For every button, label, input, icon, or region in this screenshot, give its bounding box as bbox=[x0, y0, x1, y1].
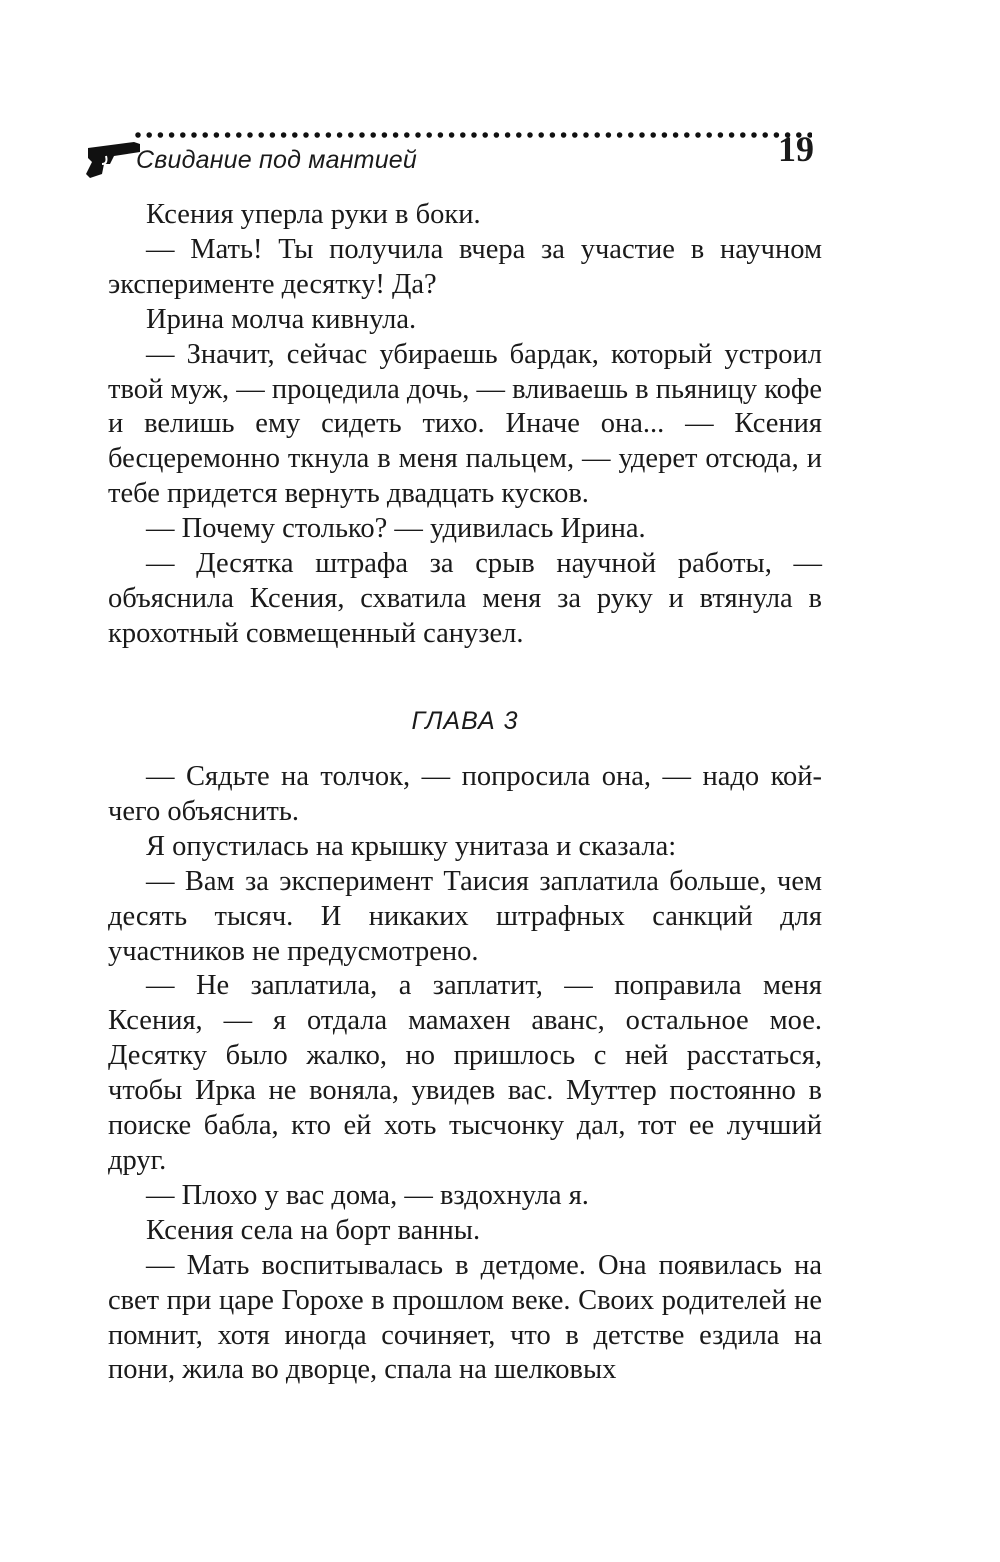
paragraph: — Мать! Ты получила вчера за участие в научном эксперименте десятку! Да? bbox=[108, 233, 822, 300]
paragraph: — Вам за эксперимент Таисия заплатила больше, чем десять тысяч. И никаких штрафных санкций для участников не предусмотрено. bbox=[108, 865, 822, 967]
paragraph: — Почему столько? — удивилась Ирина. bbox=[146, 513, 646, 545]
running-header bbox=[84, 128, 824, 188]
paragraph: — Не заплатила, а заплатит, — поправила меня Ксения, — я отдала мамахен аванс, остальное мое. Десятку было жалко, но пришлось с ней расстаться, чтобы Ирка не воняла, увидев вас. Муттер постоянно в поиске бабла, кто ей хоть тысчонку дал, тот ее лучший друг. bbox=[108, 970, 822, 1176]
paragraph: Ксения уперла руки в боки. bbox=[146, 199, 481, 230]
running-title: Свидание под мантией bbox=[136, 146, 418, 174]
text-section-before bbox=[108, 198, 822, 652]
chapter-heading: ГЛАВА 3 bbox=[411, 707, 519, 735]
paragraph: — Мать воспитывалась в детдоме. Она появилась на свет при царе Горохе в прошлом веке. Своих родителей не помнит, хотя иногда сочиняет, что в детстве ездила на пони, жила во дворце, спала на шелковых bbox=[108, 1249, 822, 1386]
page-number: 19 bbox=[778, 129, 814, 169]
paragraph: Ксения села на борт ванны. bbox=[146, 1214, 481, 1246]
dotted-rule bbox=[134, 128, 812, 142]
paragraph: — Сядьте на толчок, — попросила она, — надо кой-чего объяснить. bbox=[108, 761, 822, 827]
paragraph: Ирина молча кивнула. bbox=[146, 303, 417, 335]
paragraph: — Плохо у вас дома, — вздохнула я. bbox=[146, 1179, 589, 1211]
text-section-after bbox=[108, 760, 822, 1388]
paragraph: — Десятка штрафа за срыв научной работы, — объяснила Ксения, схватила меня за руку и втянула в крохотный совмещенный санузел. bbox=[108, 548, 822, 649]
paragraph: Я опустилась на крышку унитаза и сказала: bbox=[146, 830, 677, 862]
paragraph: — Значит, сейчас убираешь бардак, который устроил твой муж, — процедила дочь, — вливаешь в пьяницу кофе и велишь ему сидеть тихо. Иначе она... — Ксения бесцеремонно ткнула в меня пальцем, — удерет отсюда, и тебе придется вернуть двадцать кусков. bbox=[108, 338, 822, 510]
